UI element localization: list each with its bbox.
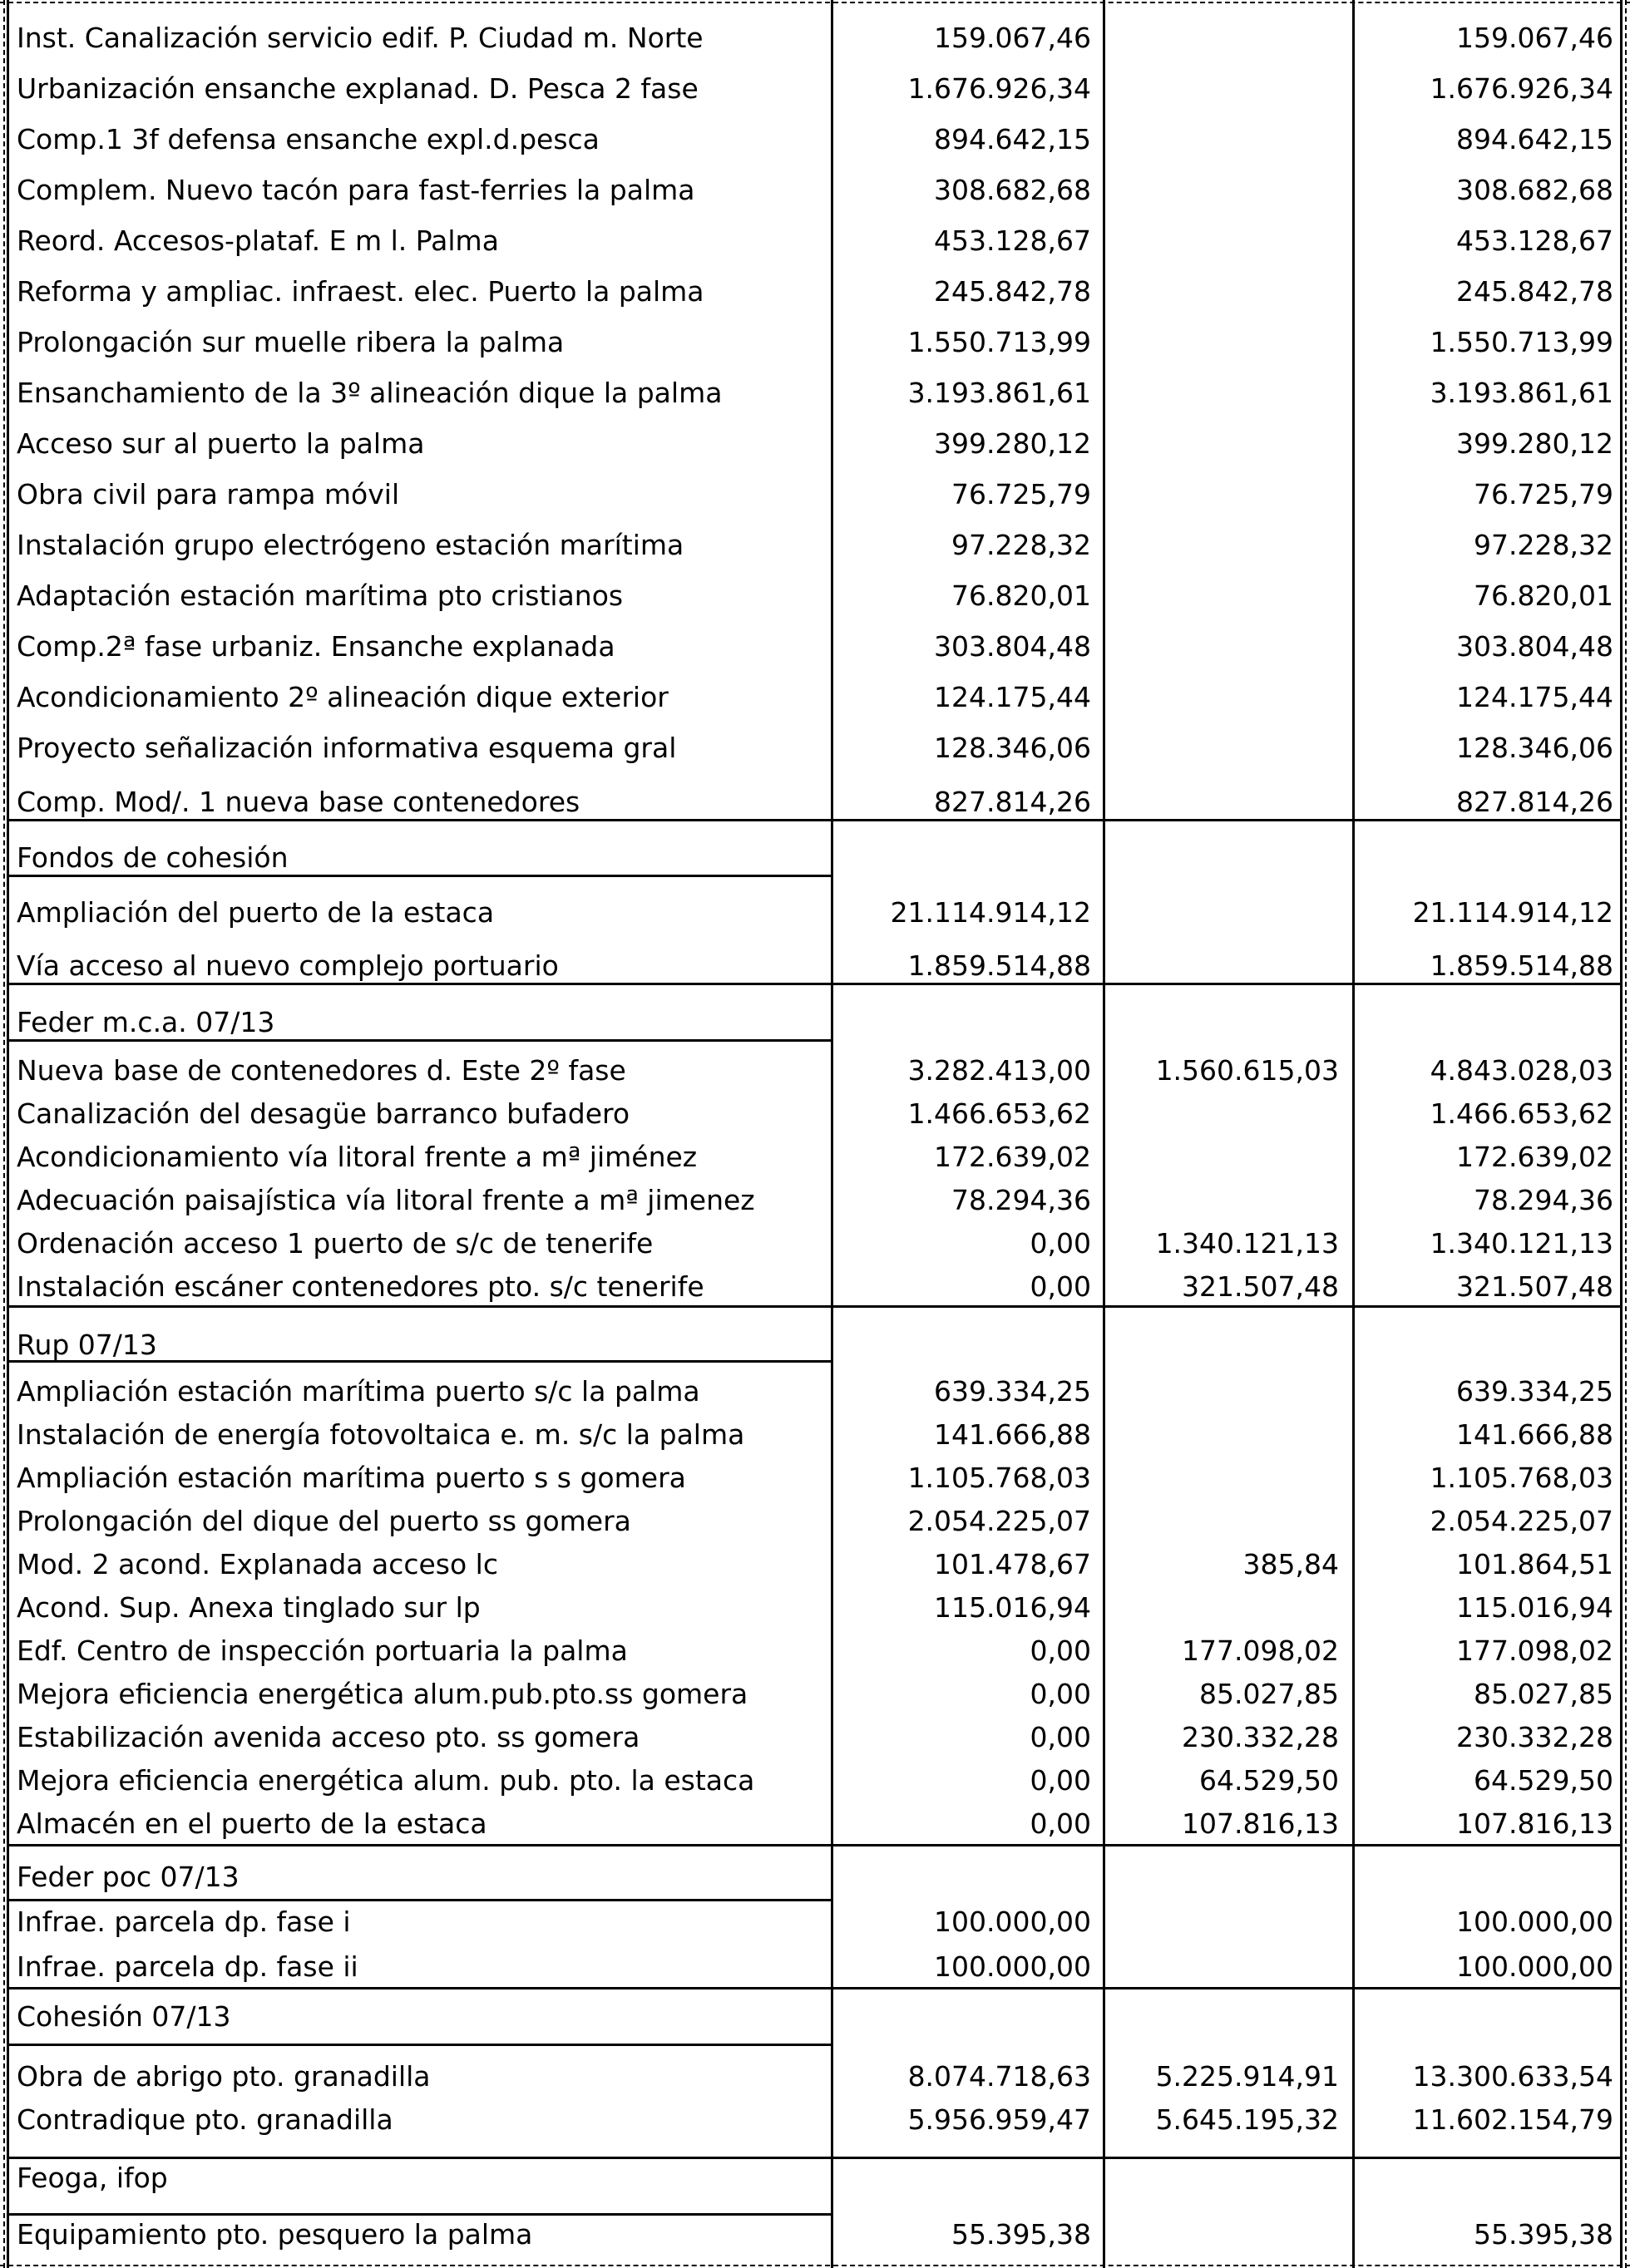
- amount-col-total: 76.725,79: [1474, 478, 1613, 510]
- item-description: Canalización del desagüe barranco bufadero: [17, 1097, 630, 1130]
- item-description: Nueva base de contenedores d. Este 2º fase: [17, 1054, 626, 1087]
- amount-col-2: 64.529,50: [1199, 1764, 1339, 1797]
- amount-col-1: 78.294,36: [951, 1184, 1091, 1216]
- amount-col-1: 0,00: [1030, 1227, 1091, 1260]
- amount-col-total: 3.193.861,61: [1430, 377, 1613, 409]
- amount-col-total: 78.294,36: [1474, 1184, 1613, 1216]
- amount-col-total: 1.105.768,03: [1430, 1462, 1613, 1494]
- amount-col-total: 101.864,51: [1456, 1548, 1613, 1580]
- item-description: Mejora eficiencia energética alum. pub. pto. la estaca: [17, 1764, 755, 1797]
- amount-col-total: 141.666,88: [1456, 1418, 1613, 1451]
- amount-col-2: 1.340.121,13: [1155, 1227, 1339, 1260]
- amount-col-total: 1.550.713,99: [1430, 326, 1613, 358]
- dashed-frame-right: [1625, 0, 1627, 2268]
- amount-col-total: 303.804,48: [1456, 630, 1613, 663]
- col-border-right: [1620, 0, 1623, 2268]
- item-description: Equipamiento pto. pesquero la palma: [17, 2218, 533, 2251]
- row-divider: [7, 1844, 1620, 1846]
- item-description: Almacén en el puerto de la estaca: [17, 1807, 487, 1840]
- amount-col-1: 0,00: [1030, 1764, 1091, 1797]
- amount-col-1: 172.639,02: [934, 1141, 1091, 1173]
- amount-col-2: 107.816,13: [1182, 1807, 1339, 1840]
- amount-col-1: 55.395,38: [951, 2218, 1091, 2251]
- amount-col-1: 1.676.926,34: [907, 72, 1091, 105]
- amount-col-1: 0,00: [1030, 1807, 1091, 1840]
- item-description: Infrae. parcela dp. fase i: [17, 1906, 351, 1938]
- section-heading: Feder poc 07/13: [17, 1861, 240, 1893]
- item-description: Instalación escáner contenedores pto. s/c tenerife: [17, 1270, 704, 1303]
- dashed-frame-bottom: [0, 2265, 1630, 2266]
- item-description: Acceso sur al puerto la palma: [17, 427, 425, 460]
- amount-col-2: 230.332,28: [1182, 1721, 1339, 1753]
- amount-col-1: 453.128,67: [934, 224, 1091, 257]
- amount-col-1: 303.804,48: [934, 630, 1091, 663]
- amount-col-1: 0,00: [1030, 1634, 1091, 1667]
- amount-col-2: 321.507,48: [1182, 1270, 1339, 1303]
- amount-col-total: 124.175,44: [1456, 681, 1613, 713]
- dashed-frame-top: [0, 2, 1630, 3]
- amount-col-1: 8.074.718,63: [907, 2060, 1091, 2093]
- item-description: Acondicionamiento 2º alineación dique exterior: [17, 681, 669, 713]
- amount-col-total: 11.602.154,79: [1412, 2103, 1613, 2136]
- item-description: Estabilización avenida acceso pto. ss gomera: [17, 1721, 640, 1753]
- amount-col-1: 1.550.713,99: [907, 326, 1091, 358]
- amount-col-total: 399.280,12: [1456, 427, 1613, 460]
- amount-col-2: 177.098,02: [1182, 1634, 1339, 1667]
- section-heading: Cohesión 07/13: [17, 2000, 231, 2033]
- item-description: Edf. Centro de inspección portuaria la palma: [17, 1634, 628, 1667]
- amount-col-total: 159.067,46: [1456, 22, 1613, 54]
- amount-col-total: 2.054.225,07: [1430, 1505, 1613, 1537]
- amount-col-2: 1.560.615,03: [1155, 1054, 1339, 1087]
- col-border-left: [7, 0, 9, 2268]
- item-description: Infrae. parcela dp. fase ii: [17, 1950, 358, 1983]
- item-description: Prolongación sur muelle ribera la palma: [17, 326, 565, 358]
- amount-col-1: 894.642,15: [934, 123, 1091, 155]
- item-description: Mejora eficiencia energética alum.pub.pto.ss gomera: [17, 1678, 748, 1710]
- item-description: Obra de abrigo pto. granadilla: [17, 2060, 431, 2093]
- item-description: Inst. Canalización servicio edif. P. Ciudad m. Norte: [17, 22, 704, 54]
- amount-col-1: 101.478,67: [934, 1548, 1091, 1580]
- amount-col-total: 308.682,68: [1456, 174, 1613, 206]
- row-divider: [7, 1039, 831, 1042]
- col-border-2: [1103, 0, 1105, 2268]
- amount-col-1: 0,00: [1030, 1270, 1091, 1303]
- item-description: Comp.2ª fase urbaniz. Ensanche explanada: [17, 630, 615, 663]
- amount-col-total: 21.114.914,12: [1412, 896, 1613, 929]
- item-description: Prolongación del dique del puerto ss gomera: [17, 1505, 631, 1537]
- item-description: Mod. 2 acond. Explanada acceso lc: [17, 1548, 498, 1580]
- amount-col-1: 128.346,06: [934, 732, 1091, 764]
- amount-col-total: 107.816,13: [1456, 1807, 1613, 1840]
- amount-col-total: 639.334,25: [1456, 1375, 1613, 1408]
- item-description: Ampliación estación marítima puerto s s gomera: [17, 1462, 686, 1494]
- item-description: Obra civil para rampa móvil: [17, 478, 400, 510]
- amount-col-1: 0,00: [1030, 1678, 1091, 1710]
- item-description: Ampliación del puerto de la estaca: [17, 896, 495, 929]
- row-divider: [7, 2213, 831, 2216]
- col-border-1: [831, 0, 833, 2268]
- item-description: Contradique pto. granadilla: [17, 2103, 393, 2136]
- item-description: Instalación grupo electrógeno estación marítima: [17, 529, 684, 561]
- amount-col-1: 100.000,00: [934, 1906, 1091, 1938]
- amount-col-1: 76.725,79: [951, 478, 1091, 510]
- item-description: Instalación de energía fotovoltaica e. m. s/c la palma: [17, 1418, 745, 1451]
- amount-col-total: 100.000,00: [1456, 1950, 1613, 1983]
- amount-col-1: 1.105.768,03: [907, 1462, 1091, 1494]
- section-heading: Feoga, ifop: [17, 2162, 168, 2194]
- amount-col-total: 827.814,26: [1456, 786, 1613, 818]
- amount-col-total: 4.843.028,03: [1430, 1054, 1613, 1087]
- item-description: Vía acceso al nuevo complejo portuario: [17, 949, 559, 982]
- item-description: Acondicionamiento vía litoral frente a mª jiménez: [17, 1141, 698, 1173]
- item-description: Adecuación paisajística vía litoral frente a mª jimenez: [17, 1184, 755, 1216]
- amount-col-total: 177.098,02: [1456, 1634, 1613, 1667]
- amount-col-1: 97.228,32: [951, 529, 1091, 561]
- amount-col-total: 245.842,78: [1456, 275, 1613, 308]
- amount-col-1: 245.842,78: [934, 275, 1091, 308]
- item-description: Proyecto señalización informativa esquema gral: [17, 732, 677, 764]
- amount-col-total: 13.300.633,54: [1412, 2060, 1613, 2093]
- row-divider: [7, 983, 1620, 985]
- dashed-frame-left: [3, 0, 5, 2268]
- amount-col-1: 3.282.413,00: [907, 1054, 1091, 1087]
- amount-col-1: 0,00: [1030, 1721, 1091, 1753]
- amount-col-total: 894.642,15: [1456, 123, 1613, 155]
- amount-col-1: 827.814,26: [934, 786, 1091, 818]
- amount-col-total: 321.507,48: [1456, 1270, 1613, 1303]
- amount-col-total: 172.639,02: [1456, 1141, 1613, 1173]
- amount-col-1: 124.175,44: [934, 681, 1091, 713]
- amount-col-total: 115.016,94: [1456, 1591, 1613, 1624]
- amount-col-total: 55.395,38: [1474, 2218, 1613, 2251]
- item-description: Reforma y ampliac. infraest. elec. Puerto la palma: [17, 275, 704, 308]
- row-divider: [7, 2044, 831, 2046]
- item-description: Comp.1 3f defensa ensanche expl.d.pesca: [17, 123, 600, 155]
- amount-col-2: 85.027,85: [1199, 1678, 1339, 1710]
- item-description: Acond. Sup. Anexa tinglado sur lp: [17, 1591, 481, 1624]
- item-description: Ensanchamiento de la 3º alineación dique la palma: [17, 377, 723, 409]
- item-description: Reord. Accesos-plataf. E m l. Palma: [17, 224, 499, 257]
- amount-col-total: 76.820,01: [1474, 579, 1613, 612]
- amount-col-1: 21.114.914,12: [890, 896, 1091, 929]
- row-divider: [7, 1899, 831, 1901]
- item-description: Ampliación estación marítima puerto s/c la palma: [17, 1375, 700, 1408]
- row-divider: [7, 1305, 1620, 1308]
- amount-col-1: 2.054.225,07: [907, 1505, 1091, 1537]
- amount-col-total: 128.346,06: [1456, 732, 1613, 764]
- amount-col-total: 1.340.121,13: [1430, 1227, 1613, 1260]
- amount-col-1: 159.067,46: [934, 22, 1091, 54]
- item-description: Adaptación estación marítima pto cristianos: [17, 579, 624, 612]
- item-description: Complem. Nuevo tacón para fast-ferries la palma: [17, 174, 695, 206]
- amount-col-1: 308.682,68: [934, 174, 1091, 206]
- row-divider: [7, 1987, 1620, 1989]
- amount-col-1: 1.466.653,62: [907, 1097, 1091, 1130]
- amount-col-2: 5.225.914,91: [1155, 2060, 1339, 2093]
- amount-col-1: 3.193.861,61: [907, 377, 1091, 409]
- amount-col-1: 399.280,12: [934, 427, 1091, 460]
- amount-col-1: 115.016,94: [934, 1591, 1091, 1624]
- amount-col-1: 5.956.959,47: [907, 2103, 1091, 2136]
- amount-col-2: 5.645.195,32: [1155, 2103, 1339, 2136]
- col-border-3: [1352, 0, 1355, 2268]
- amount-col-total: 64.529,50: [1474, 1764, 1613, 1797]
- amount-col-total: 100.000,00: [1456, 1906, 1613, 1938]
- section-heading: Feder m.c.a. 07/13: [17, 1006, 275, 1038]
- amount-col-2: 385,84: [1242, 1548, 1339, 1580]
- amount-col-1: 1.859.514,88: [907, 949, 1091, 982]
- row-divider: [7, 875, 831, 877]
- amount-col-total: 85.027,85: [1474, 1678, 1613, 1710]
- item-description: Ordenación acceso 1 puerto de s/c de tenerife: [17, 1227, 654, 1260]
- amount-col-1: 76.820,01: [951, 579, 1091, 612]
- amount-col-total: 1.466.653,62: [1430, 1097, 1613, 1130]
- amount-col-1: 100.000,00: [934, 1950, 1091, 1983]
- item-description: Urbanización ensanche explanad. D. Pesca 2 fase: [17, 72, 699, 105]
- section-heading: Rup 07/13: [17, 1329, 157, 1361]
- amount-col-total: 1.859.514,88: [1430, 949, 1613, 982]
- amount-col-1: 639.334,25: [934, 1375, 1091, 1408]
- amount-col-total: 230.332,28: [1456, 1721, 1613, 1753]
- section-heading: Fondos de cohesión: [17, 841, 289, 874]
- item-description: Comp. Mod/. 1 nueva base contenedores: [17, 786, 580, 818]
- row-divider: [7, 2157, 1620, 2159]
- row-divider: [7, 819, 1620, 821]
- amount-col-total: 97.228,32: [1474, 529, 1613, 561]
- amount-col-total: 453.128,67: [1456, 224, 1613, 257]
- amount-col-1: 141.666,88: [934, 1418, 1091, 1451]
- amount-col-total: 1.676.926,34: [1430, 72, 1613, 105]
